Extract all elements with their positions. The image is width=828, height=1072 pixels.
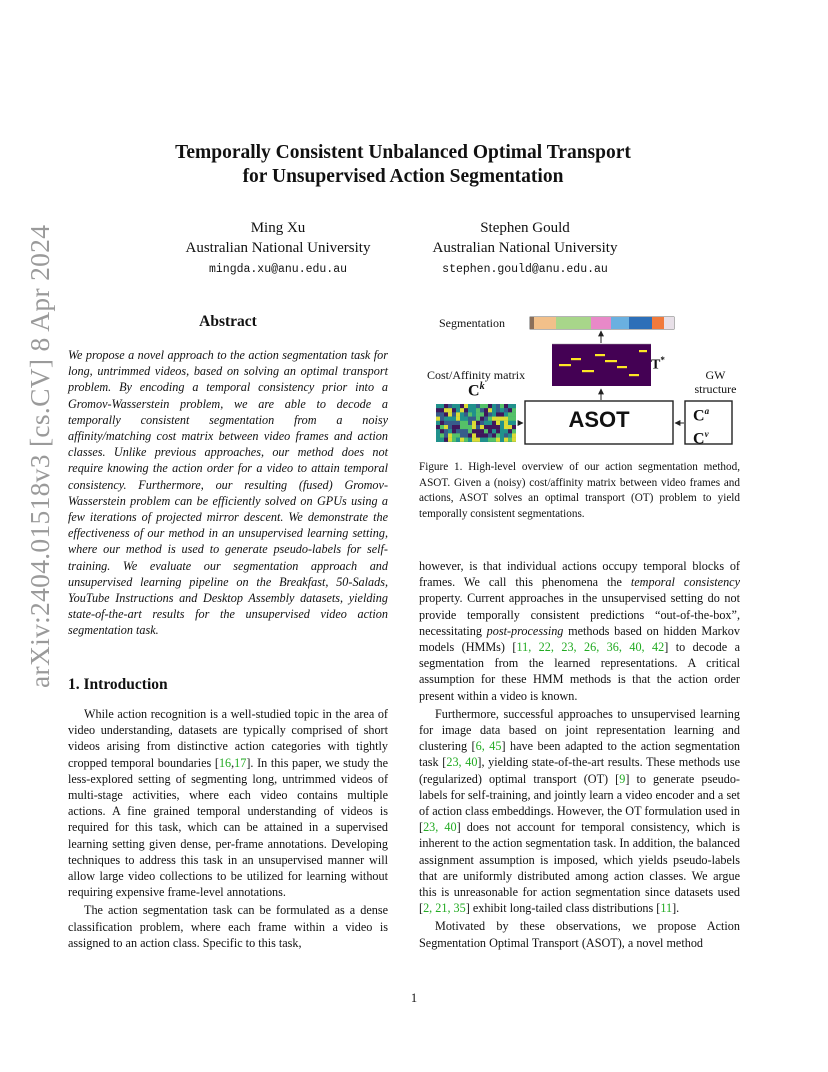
intro-paragraph-1: While action recognition is a well-studied topic in the area of video understanding, datasets are typically comprised of short videos arising from distinctive action categories with tightly cropped temporal boundaries [16,17]. In this paper, we study the less-explored setting of segmenting long, untrimmed videos of multi-stage activities, where each video contains multiple actions. A fine grained temporal understanding of videos is required for this task, which can be attained in a supervised learning setting given dense, per-frame annotations. Developing techniques to address this task in an unsupervised manner will allow large video collections to be utilized for learning without requiring expensive frame-level annotations.: [68, 707, 389, 900]
abstract-heading: Abstract: [199, 313, 257, 330]
heatmap-cell: [512, 438, 516, 442]
heatmap-cell: [504, 404, 508, 408]
heatmap-cell: [472, 408, 476, 412]
segmentation-bar: [530, 317, 674, 329]
heatmap-cell: [460, 404, 464, 408]
heatmap-cell: [488, 438, 492, 442]
cost-matrix-cells: [436, 404, 516, 442]
asot-label: ASOT: [568, 407, 630, 432]
heatmap-cell: [440, 404, 444, 408]
heatmap-cell: [496, 429, 500, 433]
heatmap-cell: [512, 421, 516, 425]
heatmap-cell: [448, 425, 452, 429]
heatmap-cell: [472, 421, 476, 425]
heatmap-cell: [496, 408, 500, 412]
heatmap-cell: [512, 425, 516, 429]
heatmap-cell: [440, 421, 444, 425]
heatmap-cell: [460, 408, 464, 412]
heatmap-cell: [508, 421, 512, 425]
heatmap-cell: [444, 404, 448, 408]
heatmap-cell: [436, 421, 440, 425]
author-affiliation: Australian National University: [432, 239, 618, 256]
heatmap-cell: [444, 417, 448, 421]
heatmap-cell: [444, 412, 448, 416]
heatmap-cell: [488, 408, 492, 412]
heatmap-cell: [500, 433, 504, 437]
heatmap-cell: [492, 404, 496, 408]
heatmap-cell: [488, 412, 492, 416]
heatmap-cell: [488, 421, 492, 425]
heatmap-cell: [488, 404, 492, 408]
heatmap-cell: [484, 412, 488, 416]
heatmap-cell: [508, 438, 512, 442]
ca-symbol: $C^a$: [693, 406, 710, 425]
heatmap-cell: [472, 429, 476, 433]
heatmap-cell: [500, 438, 504, 442]
heatmap-cell: [468, 412, 472, 416]
heatmap-cell: [440, 408, 444, 412]
transport-block: [639, 350, 647, 352]
heatmap-cell: [488, 417, 492, 421]
heatmap-cell: [512, 412, 516, 416]
heatmap-cell: [476, 404, 480, 408]
title-line-2: for Unsupervised Action Segmentation: [242, 166, 564, 187]
page-number: 1: [410, 991, 418, 1005]
heatmap-cell: [512, 404, 516, 408]
heatmap-cell: [456, 433, 460, 437]
heatmap-cell: [468, 438, 472, 442]
author-email: stephen.gould@anu.edu.au: [442, 263, 608, 276]
heatmap-cell: [456, 438, 460, 442]
heatmap-cell: [504, 433, 508, 437]
heatmap-cell: [452, 412, 456, 416]
heatmap-cell: [472, 404, 476, 408]
author-2: [375, 219, 675, 280]
heatmap-cell: [460, 433, 464, 437]
heatmap-cell: [504, 412, 508, 416]
heatmap-cell: [448, 412, 452, 416]
heatmap-cell: [448, 421, 452, 425]
heatmap-cell: [448, 429, 452, 433]
heatmap-cell: [436, 412, 440, 416]
heatmap-cell: [444, 425, 448, 429]
heatmap-cell: [456, 408, 460, 412]
heatmap-cell: [492, 417, 496, 421]
heatmap-cell: [504, 421, 508, 425]
heatmap-cell: [436, 404, 440, 408]
heatmap-cell: [460, 438, 464, 442]
transport-block: [582, 370, 594, 372]
heatmap-cell: [436, 429, 440, 433]
heatmap-cell: [492, 412, 496, 416]
heatmap-cell: [508, 412, 512, 416]
heatmap-cell: [484, 421, 488, 425]
heatmap-cell: [508, 417, 512, 421]
heatmap-cell: [476, 417, 480, 421]
heatmap-cell: [496, 404, 500, 408]
heatmap-cell: [452, 438, 456, 442]
heatmap-cell: [472, 417, 476, 421]
heatmap-cell: [480, 421, 484, 425]
heatmap-cell: [456, 425, 460, 429]
heatmap-cell: [460, 421, 464, 425]
heatmap-cell: [452, 425, 456, 429]
heatmap-cell: [448, 438, 452, 442]
figure-1: [419, 300, 740, 452]
heatmap-cell: [476, 408, 480, 412]
heatmap-cell: [444, 433, 448, 437]
heatmap-cell: [460, 429, 464, 433]
heatmap-cell: [480, 433, 484, 437]
heatmap-cell: [436, 408, 440, 412]
transport-block: [605, 360, 617, 362]
heatmap-cell: [480, 412, 484, 416]
heatmap-cell: [460, 412, 464, 416]
heatmap-cell: [480, 425, 484, 429]
cost-affinity-label: Cost/Affinity matrix: [427, 368, 526, 382]
heatmap-cell: [460, 417, 464, 421]
heatmap-cell: [504, 417, 508, 421]
abstract-text: We propose a novel approach to the action segmentation task for long, untrimmed videos, based on solving an optimal transport problem. By encoding a temporal consistency prior into a Gromov-Wasserstein problem, we are able to decode a temporally consistent segmentation from a noisy affinity/matching cost matrix between video frames and action classes. Unlike previous approaches, our method does not require knowing the action order for a video to attain temporal consistency. Furthermore, our resulting (fused) Gromov-Wasserstein problem can be efficiently solved on GPUs using a few iterations of projected mirror descent. We demonstrate the effectiveness of our method in an unsupervised learning setting, where our method is used to generate pseudo-labels for self-training. We evaluate our segmentation approach and unsupervised learning pipeline on the Breakfast, 50-Salads, YouTube Instructions and Desktop Assembly datasets, yielding state-of-the-art results for the unsupervised video action segmentation task.: [68, 348, 388, 638]
heatmap-cell: [440, 438, 444, 442]
heatmap-cell: [472, 425, 476, 429]
tstar-symbol: T*: [651, 355, 665, 373]
right-paragraph-1: however, is that individual actions occupy temporal blocks of frames. We call this phenomena the temporal consistency property. Current approaches in the unsupervised setting do not provide temporally consistent predictions “out-of-the-box”, necessitating post-processing methods based on hidden Markov models (HMMs) [11, 22, 23, 26, 36, 40, 42] to decode a segmentation from the learned representations. A critical assumption for these HMM methods is that the action order present within a video is known.: [419, 559, 741, 703]
heatmap-cell: [500, 408, 504, 412]
intro-paragraph-2: The action segmentation task can be formulated as a dense classification problem, where each frame within a video is assigned to an action class. Specific to this task,: [68, 903, 388, 950]
heatmap-cell: [492, 433, 496, 437]
heatmap-cell: [456, 412, 460, 416]
heatmap-cell: [500, 404, 504, 408]
paper-title: [100, 141, 706, 189]
heatmap-cell: [504, 438, 508, 442]
heatmap-cell: [440, 429, 444, 433]
heatmap-cell: [452, 421, 456, 425]
heatmap-cell: [484, 425, 488, 429]
heatmap-cell: [504, 425, 508, 429]
arxiv-sidebar: arXiv:2404.01518v3 [cs.CV] 8 Apr 2024: [24, 224, 55, 688]
heatmap-cell: [480, 438, 484, 442]
heatmap-cell: [448, 417, 452, 421]
heatmap-cell: [464, 417, 468, 421]
heatmap-cell: [512, 417, 516, 421]
heatmap-cell: [492, 429, 496, 433]
heatmap-cell: [484, 408, 488, 412]
transport-block: [559, 364, 571, 366]
ck-symbol: $C^k$: [468, 381, 485, 400]
heatmap-cell: [448, 404, 452, 408]
heatmap-cell: [440, 412, 444, 416]
heatmap-cell: [440, 433, 444, 437]
heatmap-cell: [460, 425, 464, 429]
heatmap-cell: [468, 417, 472, 421]
heatmap-cell: [480, 404, 484, 408]
heatmap-cell: [452, 408, 456, 412]
heatmap-cell: [504, 408, 508, 412]
heatmap-cell: [484, 417, 488, 421]
heatmap-cell: [480, 417, 484, 421]
heatmap-cell: [476, 438, 480, 442]
introduction-heading: 1. Introduction: [68, 676, 168, 693]
author-email: mingda.xu@anu.edu.au: [208, 263, 348, 276]
heatmap-cell: [512, 408, 516, 412]
introduction-body: [68, 706, 388, 951]
segment-block: [611, 317, 629, 329]
author-affiliation: Australian National University: [185, 239, 371, 256]
heatmap-cell: [464, 408, 468, 412]
heatmap-cell: [476, 412, 480, 416]
cv-symbol: $C^v$: [693, 429, 709, 448]
heatmap-cell: [444, 429, 448, 433]
segment-block: [664, 317, 674, 329]
transport-block: [571, 358, 581, 360]
heatmap-cell: [472, 438, 476, 442]
heatmap-cell: [468, 421, 472, 425]
heatmap-cell: [492, 408, 496, 412]
segment-block: [556, 317, 591, 329]
right-column-body: [419, 558, 740, 951]
heatmap-cell: [488, 433, 492, 437]
heatmap-cell: [500, 417, 504, 421]
heatmap-cell: [480, 429, 484, 433]
heatmap-cell: [468, 408, 472, 412]
heatmap-cell: [488, 429, 492, 433]
segmentation-label: Segmentation: [439, 316, 505, 330]
heatmap-cell: [440, 425, 444, 429]
segment-block: [534, 317, 556, 329]
heatmap-cell: [452, 404, 456, 408]
heatmap-cell: [508, 433, 512, 437]
heatmap-cell: [464, 404, 468, 408]
heatmap-cell: [464, 438, 468, 442]
heatmap-cell: [452, 433, 456, 437]
heatmap-cell: [444, 421, 448, 425]
heatmap-cell: [468, 433, 472, 437]
heatmap-cell: [492, 421, 496, 425]
heatmap-cell: [464, 433, 468, 437]
heatmap-cell: [468, 425, 472, 429]
heatmap-cell: [440, 417, 444, 421]
heatmap-cell: [480, 408, 484, 412]
heatmap-cell: [508, 425, 512, 429]
heatmap-cell: [464, 412, 468, 416]
heatmap-cell: [468, 404, 472, 408]
heatmap-cell: [436, 433, 440, 437]
segment-block: [530, 317, 534, 329]
heatmap-cell: [452, 429, 456, 433]
heatmap-cell: [496, 421, 500, 425]
heatmap-cell: [496, 433, 500, 437]
heatmap-cell: [484, 438, 488, 442]
heatmap-cell: [484, 404, 488, 408]
heatmap-cell: [504, 429, 508, 433]
heatmap-cell: [512, 429, 516, 433]
gw-structure-label: GW structure: [694, 368, 737, 396]
heatmap-cell: [484, 433, 488, 437]
heatmap-cell: [484, 429, 488, 433]
right-paragraph-3: Motivated by these observations, we propose Action Segmentation Optimal Transport (ASOT), a novel method: [419, 919, 740, 950]
heatmap-cell: [464, 421, 468, 425]
author-name: Ming Xu: [250, 220, 306, 236]
heatmap-cell: [464, 425, 468, 429]
author-name: Stephen Gould: [480, 220, 570, 236]
heatmap-cell: [456, 421, 460, 425]
heatmap-cell: [492, 438, 496, 442]
heatmap-cell: [500, 429, 504, 433]
heatmap-cell: [444, 438, 448, 442]
segment-block: [591, 317, 611, 329]
heatmap-cell: [444, 408, 448, 412]
heatmap-cell: [508, 429, 512, 433]
heatmap-cell: [456, 417, 460, 421]
heatmap-cell: [476, 421, 480, 425]
heatmap-cell: [488, 425, 492, 429]
heatmap-cell: [436, 438, 440, 442]
heatmap-cell: [508, 404, 512, 408]
heatmap-cell: [436, 417, 440, 421]
heatmap-cell: [496, 417, 500, 421]
heatmap-cell: [476, 425, 480, 429]
heatmap-cell: [472, 412, 476, 416]
heatmap-cell: [500, 425, 504, 429]
segment-block: [652, 317, 664, 329]
heatmap-cell: [448, 408, 452, 412]
segment-block: [629, 317, 652, 329]
title-line-1: Temporally Consistent Unbalanced Optimal Transport: [175, 142, 631, 163]
gw-matrices: [693, 402, 709, 449]
heatmap-cell: [500, 421, 504, 425]
heatmap-cell: [448, 433, 452, 437]
heatmap-cell: [500, 412, 504, 416]
heatmap-cell: [496, 438, 500, 442]
heatmap-cell: [496, 412, 500, 416]
heatmap-cell: [464, 429, 468, 433]
heatmap-cell: [436, 425, 440, 429]
heatmap-cell: [512, 433, 516, 437]
heatmap-cell: [496, 425, 500, 429]
heatmap-cell: [452, 417, 456, 421]
figure-1-caption: Figure 1. High-level overview of our action segmentation method, ASOT. Given a (noisy) cost/affinity matrix between video frames and actions, ASOT solves an optimal transport (OT) problem to yield temporally consistent segmentations.: [419, 461, 740, 520]
heatmap-cell: [468, 429, 472, 433]
right-paragraph-2: Furthermore, successful approaches to unsupervised learning for image data based on joint representation learning and clustering [6, 45] have been adapted to the action segmentation task [23, 40], yielding state-of-the-art results. These methods use (regularized) optimal transport (OT) [9] to generate pseudo-labels for self-training, and jointly learn a video encoder and a set of action class embeddings. However, the OT formulation used in [23, 40] does not account for temporal consistency, which is inherent to the action segmentation task. In addition, the balanced assignment assumption is imposed, which yields pseudo-labels that are uniformly distributed among action classes. We argue this is unreasonable for action segmentation since datasets used [2, 21, 35] exhibit long-tailed class distributions [11].: [419, 706, 741, 916]
heatmap-cell: [492, 425, 496, 429]
heatmap-cell: [476, 433, 480, 437]
transport-block: [595, 354, 605, 356]
heatmap-cell: [456, 404, 460, 408]
transport-block: [629, 374, 639, 376]
heatmap-cell: [476, 429, 480, 433]
heatmap-cell: [456, 429, 460, 433]
transport-block: [617, 366, 627, 368]
heatmap-cell: [508, 408, 512, 412]
heatmap-cell: [472, 433, 476, 437]
